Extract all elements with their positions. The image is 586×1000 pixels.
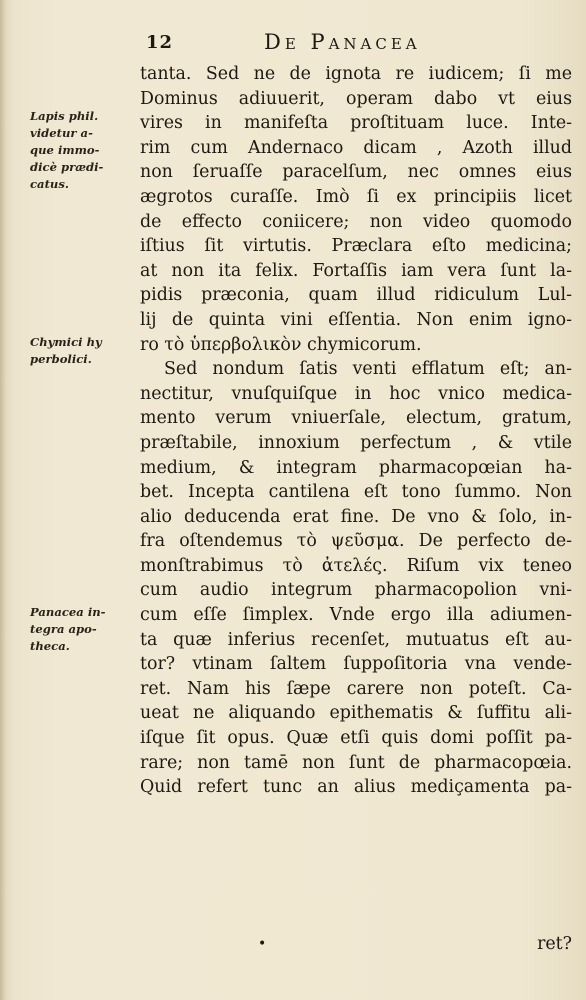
margin-note-line: Chymici hy bbox=[30, 335, 102, 349]
page-header bbox=[146, 32, 566, 56]
text-line: nectitur, vnuſquiſque in hoc vnico medica- bbox=[140, 383, 572, 404]
page-number: 12 bbox=[146, 32, 174, 53]
text-line: medium, & integram pharmacopœian ha- bbox=[140, 457, 572, 478]
text-line: cum eſſe ſimplex. Vnde ergo illa adiumen- bbox=[140, 605, 572, 626]
text-line: Quid refert tunc an alius mediçamenta pa- bbox=[140, 777, 572, 798]
text-line: tor? vtinam ſaltem ſuppoſitoria vna vende- bbox=[140, 654, 572, 675]
text-line: non ſeruaſſe paracelſum, nec omnes eius bbox=[140, 162, 572, 183]
binding-gutter bbox=[0, 0, 6, 1000]
text-line: præſtabile, innoxium perfectum , & vtile bbox=[140, 432, 572, 453]
margin-note-line: perbolici. bbox=[30, 352, 92, 366]
text-line: de effecto coniicere; non video quomodo bbox=[140, 211, 572, 232]
body-text bbox=[140, 62, 572, 800]
text-line: vires in manifeſta proſtituam luce. Inte- bbox=[140, 113, 572, 134]
margin-note-line: que immo- bbox=[30, 143, 100, 157]
text-line: pidis præconia, quam illud ridiculum Lul- bbox=[140, 285, 572, 306]
text-line: ægrotos curaſſe. Imò ſi ex principiis licet bbox=[140, 186, 572, 207]
running-title: De Panacea bbox=[264, 30, 421, 54]
text-line: Sed nondum ſatis venti efflatum eſt; an- bbox=[164, 359, 572, 380]
margin-note-line: theca. bbox=[30, 639, 70, 653]
signature-mark: • bbox=[258, 936, 267, 952]
text-line: ta quæ inferius recenſet, mutuatus eſt au- bbox=[140, 629, 572, 650]
text-line: iſque ſit opus. Quæ etſi quis domi poſſit pa- bbox=[140, 728, 572, 749]
text-line: cum audio integrum pharmacopolion vni- bbox=[140, 580, 572, 601]
margin-note-lapis bbox=[30, 108, 134, 193]
text-line: iſtius ſit virtutis. Præclara eſto medicina; bbox=[140, 236, 572, 257]
catchword: ret? bbox=[537, 934, 572, 954]
text-line: ret. Nam his ſæpe carere non poteſt. Ca- bbox=[140, 678, 572, 699]
text-line: alio deducenda erat fine. De vno & ſolo, in- bbox=[140, 506, 572, 527]
text-line: ueat ne aliquando epithematis & ſuffitu ali- bbox=[140, 703, 572, 724]
margin-note-line: dicè prædi- bbox=[30, 160, 104, 174]
margin-note-panacea bbox=[30, 604, 134, 655]
text-line: ro τὸ ὑπερβολικὸν chymicorum. bbox=[140, 334, 422, 355]
margin-note-line: tegra apo- bbox=[30, 622, 97, 636]
text-line: rare; non tamē non ſunt de pharmacopœia. bbox=[140, 752, 572, 773]
margin-note-line: Lapis phil. bbox=[30, 109, 99, 123]
margin-note-line: videtur a- bbox=[30, 126, 93, 140]
text-line: fra oſtendemus τὸ ψεῦσμα. De perfecto de- bbox=[140, 531, 572, 552]
text-line: tanta. Sed ne de ignota re iudicem; ſi me bbox=[140, 64, 572, 84]
text-line: rim cum Andernaco dicam , Azoth illud bbox=[140, 137, 572, 158]
margin-note-chymici bbox=[30, 334, 134, 368]
text-line: lij de quinta vini eſſentia. Non enim igno- bbox=[140, 309, 572, 330]
text-line: monſtrabimus τὸ ἀτελές. Riſum vix teneo bbox=[140, 555, 572, 576]
text-line: Dominus adiuuerit, operam dabo vt eius bbox=[140, 88, 572, 109]
margin-note-line: Panacea in- bbox=[30, 605, 106, 619]
text-line: mento verum vniuerſale, electum, gratum, bbox=[140, 408, 572, 429]
catchword-line bbox=[140, 934, 572, 958]
text-line: bet. Incepta cantilena eſt tono ſummo. Non bbox=[140, 482, 572, 503]
margin-note-line: catus. bbox=[30, 177, 69, 191]
text-line: at non ita felix. Fortaſſis iam vera ſunt la- bbox=[140, 260, 572, 281]
